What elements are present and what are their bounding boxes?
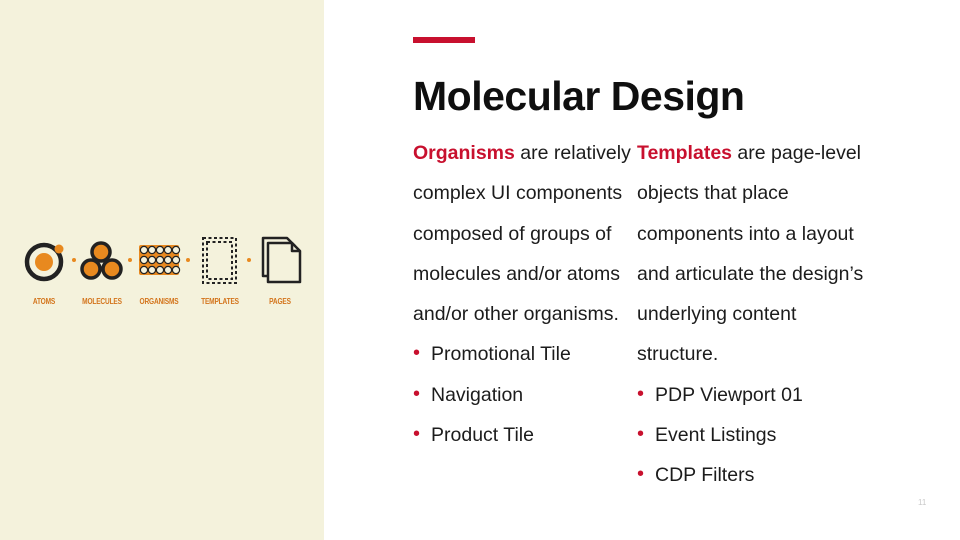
organisms-column [413, 133, 645, 455]
list-item: • Product Tile [413, 415, 645, 455]
organisms-description [413, 133, 645, 334]
stage-label-organisms: ORGANISMS [139, 297, 179, 306]
list-item: • Navigation [413, 375, 645, 415]
atomic-design-icons [18, 232, 308, 294]
list-item: • Event Listings [637, 415, 869, 455]
organisms-examples-list [413, 334, 645, 455]
stage-label-atoms: ATOMS [32, 297, 56, 306]
stage-label-pages: PAGES [269, 297, 291, 306]
templates-column [637, 133, 869, 496]
atomic-design-diagram [18, 232, 308, 312]
templates-text: are page-level objects that place components into a layout and articulate the design’s underlying content structure. [637, 142, 864, 366]
title-accent-bar [413, 37, 475, 43]
template-dashed-page-icon [203, 238, 236, 283]
atom-icon [27, 245, 64, 280]
page-number: 11 [918, 498, 927, 507]
list-item: • Promotional Tile [413, 334, 645, 374]
organism-grid-icon [139, 245, 180, 275]
templates-keyword: Templates [637, 142, 733, 164]
stage-label-molecules: MOLECULES [82, 297, 122, 306]
slide-title: Molecular Design [413, 73, 745, 119]
organisms-keyword: Organisms [413, 142, 515, 164]
templates-description [637, 133, 869, 375]
left-image-panel [0, 0, 324, 540]
molecule-icon [82, 243, 121, 278]
stacked-pages-icon [263, 238, 300, 282]
stage-label-templates: TEMPLATES [201, 297, 239, 306]
templates-examples-list [637, 375, 869, 496]
list-item: • PDP Viewport 01 [637, 375, 869, 415]
organisms-text: are relatively complex UI components composed of groups of molecules and/or atoms and/or other organisms. [413, 142, 631, 326]
list-item: • CDP Filters [637, 455, 869, 495]
